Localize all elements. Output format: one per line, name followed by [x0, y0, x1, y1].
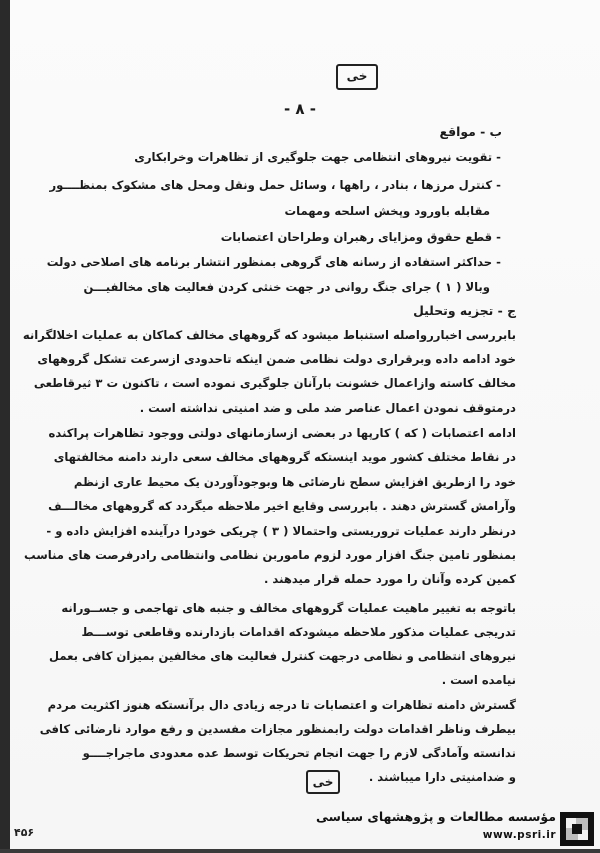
text-line: وبالا ( ۱ ) جراى جنگ روانی در جهت خنثی کردن فعالیت های مخالفیـــن	[83, 280, 490, 294]
text-line: و ضدامنیتی دارا میباشند .	[368, 770, 516, 784]
text-line: تدریجی عملیات مذکور ملاحظه میشودکه اقدامات بازدارنده وقاطعی توســـط	[81, 625, 516, 639]
text-line: - حداکثر استفاده از رسانه های گروهی بمنظور انتشار برنامه های اصلاحی دولت	[46, 255, 501, 269]
psri-logo-icon	[560, 812, 594, 846]
text-line: ادامه اعتصابات ( که ) کارپها در بعضی ازسازمانهای دولتی ووجود تظاهرات پراکنده	[48, 426, 516, 440]
text-line: گسترش دامنه تظاهرات و اعتصابات تا درجه زیادی دال برآنستکه هنوز اکثریت مردم	[47, 698, 516, 712]
text-line: بابررسی اخباررواصله استنباط میشود که گروههای مخالف کماکان به عملیات اخلالگرانه	[22, 328, 516, 342]
text-line: باتوجه به تغییر ماهیت عملیات گروههای مخالف و جنبه های تهاجمی و جســورانه	[61, 601, 516, 615]
watermark-title: مؤسسه مطالعات و پژوهشهای سیاسی	[315, 809, 556, 824]
text-line: - قطع حقوق ومزایای رهبران وطراحان اعتصابات	[220, 230, 501, 244]
text-line: مخالف کاسته وازاعمال خشونت بارآنان جلوگیری نموده است ، تاکنون ت ۳ ثیرقاطعی	[33, 376, 516, 390]
text-line: خود را ازطریق افزایش سطح نارضائی ها وبوجودآوردن یک محیط عاری ازنظم	[73, 475, 516, 489]
section-heading: ج - تجزیه وتحلیل	[413, 303, 516, 318]
classification-stamp-top: خی	[336, 64, 378, 90]
page-number: - ۸ -	[283, 100, 317, 118]
text-line: مقابله باورود وپخش اسلحه ومهمات	[284, 204, 490, 218]
text-line: - کنترل مرزها ، بنادر ، راهها ، وسائل حمل ونقل ومحل های مشکوک بمنظــــور	[49, 178, 501, 192]
watermark-url[interactable]: www.psri.ir	[482, 829, 556, 841]
text-line: در نقاط مختلف کشور موید اینستکه گروههای مخالف سعی دارند دامنه مخالفتهای	[53, 450, 516, 464]
text-line: کمین کرده وآنان را مورد حمله قرار میدهند .	[263, 572, 516, 586]
text-line: - تقویت نیروهای انتظامی جهت جلوگیری از تظاهرات وخرابکاری	[134, 150, 501, 164]
text-line: وآرامش گسترش دهند . بابررسی وقایع اخیر ملاحظه میگردد که گروههای مخالـــف	[48, 499, 516, 513]
text-line: درمتوقف نمودن اعمال عناصر ضد ملی و ضد امنیتی نداشته است .	[139, 401, 516, 415]
text-line: درنظر دارند عملیات تروریستی واحتمالا ( ۳ ) چریکی خودرا درآینده افزایش داده و -	[46, 524, 516, 538]
text-line: خود ادامه داده وبرقراری دولت نظامی ضمن اینکه تاحدودی ازسرعت تشکل گروههای	[37, 352, 516, 366]
text-line: نیروهای انتظامی و نظامی درجهت کنترل فعالیت های مخالفین بمیزان کافی بعمل	[48, 649, 516, 663]
classification-stamp-bottom: خی	[306, 770, 340, 794]
text-line: بیطرف وناظر اقدامات دولت رابمنظور مجازات مفسدین و رفع موارد نارضائی کافی	[39, 722, 516, 736]
text-line: ندانسته وآمادگی لازم را جهت انجام تحریکات توسط عده معدودی ماجراجــــو	[82, 746, 516, 760]
archive-number: ۴۵۶	[14, 826, 35, 839]
text-line: بمنظور تامین جنگ افزار مورد لزوم ماموربن نظامی وانتظامی رادرفرصت های مناسب	[24, 548, 516, 562]
section-heading: ب - مواقع	[439, 124, 502, 139]
text-line: نیامده است .	[441, 673, 516, 687]
